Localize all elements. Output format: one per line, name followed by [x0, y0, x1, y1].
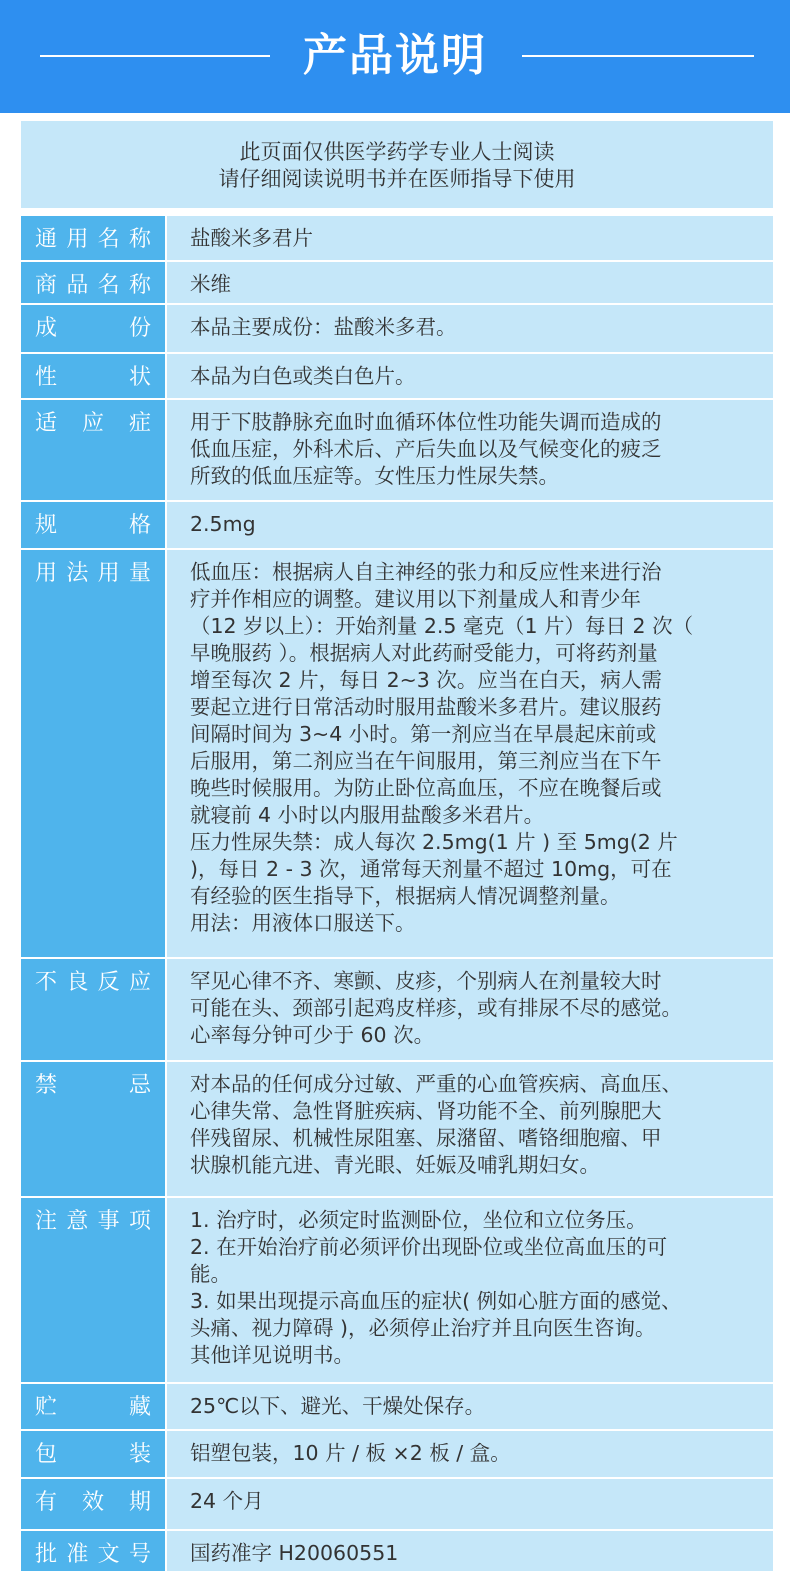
notice-line-2: 请仔细阅读说明书并在医师指导下使用 — [218, 167, 576, 191]
row-value: 本品主要成份：盐酸米多君。 — [167, 305, 773, 352]
table-row — [21, 502, 773, 548]
row-label-text: 规 格 — [35, 513, 151, 538]
row-label-text: 通 用 名 称 — [35, 227, 151, 252]
row-label — [21, 1479, 165, 1529]
row-label — [21, 262, 165, 303]
table-row — [21, 1531, 773, 1571]
row-value: 本品为白色或类白色片。 — [167, 354, 773, 398]
row-label — [21, 959, 165, 1060]
table-row — [21, 1198, 773, 1382]
table-row — [21, 959, 773, 1060]
row-label — [21, 502, 165, 548]
row-value: 米维 — [167, 262, 773, 303]
row-value: 国药准字 H20060551 — [167, 1531, 773, 1571]
row-value: 25℃以下、避光、干燥处保存。 — [167, 1384, 773, 1429]
row-label-text: 商 品 名 称 — [35, 273, 151, 298]
table-row — [21, 1062, 773, 1196]
spec-table — [21, 216, 773, 1573]
row-value: 1. 治疗时，必须定时监测卧位，坐位和立位务压。 2. 在开始治疗前必须评价出现卧位或坐位高血压的可 能。 3. 如果出现提示高血压的症状( 例如心脏方面的感觉、 头痛、视力障碍 )，必须停止治疗并且向医生咨询。 其他详见说明书。 — [167, 1198, 773, 1382]
header-divider-right — [522, 55, 754, 57]
row-label — [21, 1062, 165, 1196]
row-label — [21, 216, 165, 260]
row-label-text: 用 法 用 量 — [35, 561, 151, 586]
row-label — [21, 1198, 165, 1382]
table-row — [21, 216, 773, 260]
row-label-text: 禁 忌 — [35, 1073, 151, 1098]
row-label-text: 批 准 文 号 — [35, 1542, 151, 1567]
row-value: 2.5mg — [167, 502, 773, 548]
row-label — [21, 550, 165, 957]
row-value: 低血压：根据病人自主神经的张力和反应性来进行治 疗并作相应的调整。建议用以下剂量成人和青少年 （12 岁以上）：开始剂量 2.5 毫克（1 片）每日 2 次（ 早晚服药 ）。根据病人对此药耐受能力，可将药剂量 增至每次 2 片，每日 2~3 次。应当在白天，病人需 要起立进行日常活动时服用盐酸米多君片。建议服药 间隔时间为 3~4 小时。第一剂应当在早晨起床前或 后服用，第二剂应当在午间服用，第三剂应当在下午 晚些时候服用。为防止卧位高血压，不应在晚餐后或 就寝前 4 小时以内服用盐酸多米君片。 压力性尿失禁：成人每次 2.5mg(1 片 ) 至 5mg(2 片 )，每日 2 - 3 次，通常每天剂量不超过 10mg，可在 有经验的医生指导下，根据病人情况调整剂量。 用法：用液体口服送下。 — [167, 550, 773, 957]
page-title: 产品说明 — [303, 30, 487, 81]
table-row — [21, 1431, 773, 1477]
row-label-text: 成 份 — [35, 316, 151, 341]
row-label — [21, 400, 165, 500]
row-value: 对本品的任何成分过敏、严重的心血管疾病、高血压、 心律失常、急性肾脏疾病、肾功能不全、前列腺肥大 伴残留尿、机械性尿阻塞、尿潴留、嗜铬细胞瘤、甲 状腺机能亢进、青光眼、妊娠及哺乳期妇女。 — [167, 1062, 773, 1196]
header-banner — [0, 0, 790, 113]
notice-box — [21, 121, 773, 208]
table-row — [21, 400, 773, 500]
row-label — [21, 354, 165, 398]
table-row — [21, 262, 773, 303]
row-label — [21, 1531, 165, 1571]
row-label-text: 性 状 — [35, 365, 151, 390]
row-label — [21, 305, 165, 352]
table-row — [21, 550, 773, 957]
row-label — [21, 1431, 165, 1477]
row-value: 24 个月 — [167, 1479, 773, 1529]
table-row — [21, 1384, 773, 1429]
row-value: 铝塑包装，10 片 / 板 ×2 板 / 盒。 — [167, 1431, 773, 1477]
row-label-text: 注 意 事 项 — [35, 1209, 151, 1234]
row-value: 盐酸米多君片 — [167, 216, 773, 260]
row-label-text: 有 效 期 — [35, 1490, 151, 1515]
row-value: 罕见心律不齐、寒颤、皮疹，个别病人在剂量较大时 可能在头、颈部引起鸡皮样疹，或有排尿不尽的感觉。 心率每分钟可少于 60 次。 — [167, 959, 773, 1060]
table-row — [21, 1479, 773, 1529]
row-label-text: 贮 藏 — [35, 1395, 151, 1420]
row-label — [21, 1384, 165, 1429]
notice-line-1: 此页面仅供医学药学专业人士阅读 — [239, 140, 555, 164]
table-row — [21, 305, 773, 352]
row-value: 用于下肢静脉充血时血循环体位性功能失调而造成的 低血压症，外科术后、产后失血以及气候变化的疲乏 所致的低血压症等。女性压力性尿失禁。 — [167, 400, 773, 500]
row-label-text: 适 应 症 — [35, 411, 151, 436]
table-row — [21, 354, 773, 398]
row-label-text: 包 装 — [35, 1442, 151, 1467]
row-label-text: 不 良 反 应 — [35, 970, 151, 995]
